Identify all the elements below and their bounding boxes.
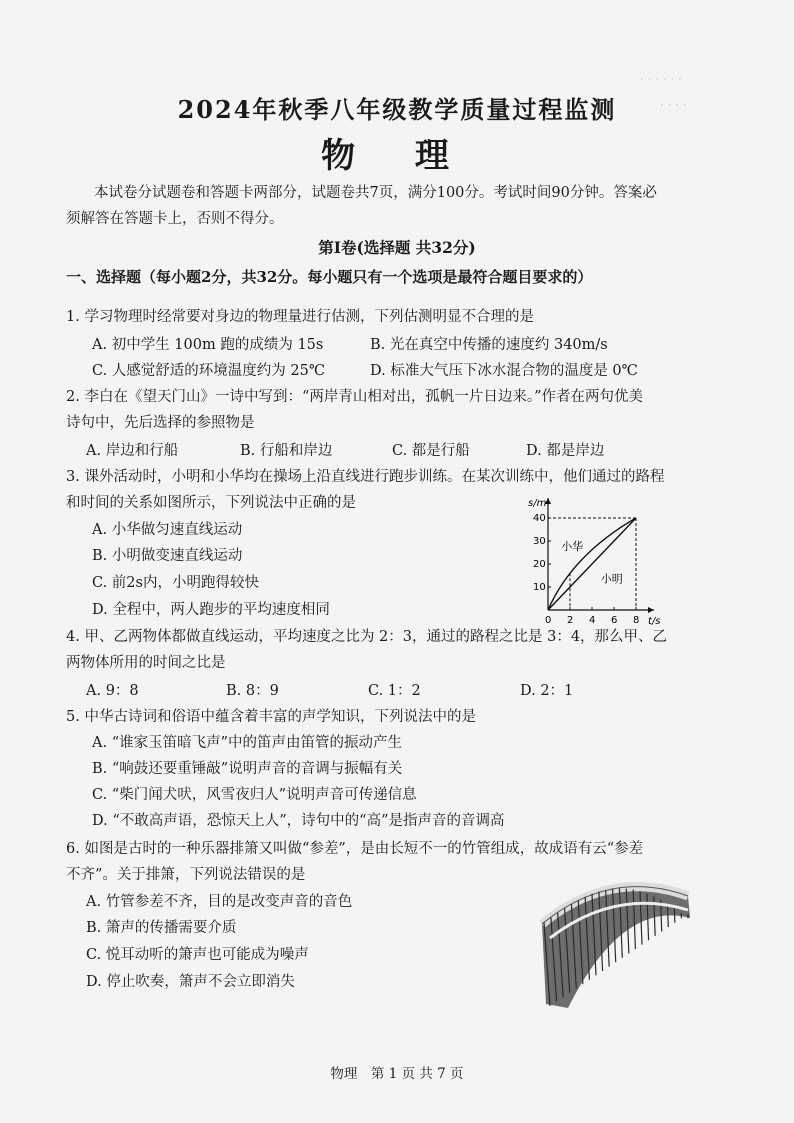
question-3-option-d: D. 全程中，两人跑步的平均速度相同 — [92, 602, 330, 618]
question-3-option-a: A. 小华做匀速直线运动 — [92, 522, 243, 538]
question-6-stem-line-1: 6. 如图是古时的一种乐器排箫又叫做“参差”，是由长短不一的竹管组成，故成语有云“参差 — [66, 841, 644, 857]
question-3-option-b: B. 小明做变速直线运动 — [92, 548, 243, 564]
part-heading: 一、选择题（每小题2分，共32分。每小题只有一个选项是最符合题目要求的） — [66, 268, 593, 286]
question-4-option-a: A. 9：8 — [86, 683, 139, 699]
question-1-option-c: C. 人感觉舒适的环境温度约为 25℃ — [92, 363, 326, 379]
y-axis-label: s/m — [528, 498, 547, 509]
question-1-option-b: B. 光在真空中传播的速度约 340m/s — [370, 337, 608, 353]
series-label-xiaoming: 小明 — [600, 572, 623, 586]
y-tick-label: 20 — [533, 559, 546, 570]
question-2-option-a: A. 岸边和行船 — [86, 443, 179, 459]
question-6-option-c: C. 悦耳动听的箫声也可能成为噪声 — [86, 947, 309, 963]
bleed-through-text: · · · · · · — [640, 72, 682, 86]
exam-title: 2024年秋季八年级教学质量过程监测 — [177, 95, 617, 124]
question-6-option-b: B. 箫声的传播需要介质 — [86, 920, 237, 936]
question-1-stem: 1. 学习物理时经常要对身边的物理量进行估测，下列估测明显不合理的是 — [66, 309, 534, 325]
question-6-option-a: A. 竹管参差不齐，目的是改变声音的音色 — [86, 894, 353, 910]
pan-flute-pipe — [674, 908, 675, 922]
question-3-stem-line-2: 和时间的关系如图所示，下列说法中正确的是 — [66, 495, 356, 511]
question-4-option-c: C. 1：2 — [368, 683, 421, 699]
question-1-option-a: A. 初中学生 100m 跑的成绩为 15s — [92, 337, 324, 353]
x-tick-label: 2 — [567, 615, 574, 626]
y-tick-label: 40 — [533, 513, 546, 524]
question-5-option-c: C. “柴门闻犬吠，风雪夜归人”说明声音可传递信息 — [92, 787, 417, 803]
y-tick-label: 30 — [533, 536, 546, 547]
question-4-stem-line-2: 两物体所用的时间之比是 — [66, 655, 226, 671]
question-3-st-chart — [514, 486, 674, 626]
question-3-option-c: C. 前2s内，小明跑得较快 — [92, 575, 259, 591]
instructions — [66, 180, 734, 232]
question-4-stem-line-1: 4. 甲、乙两物体都做直线运动，平均速度之比为 2：3，通过的路程之比是 3：4，那么甲、乙 — [66, 629, 668, 645]
x-tick-label: 4 — [589, 615, 596, 626]
question-4-option-d: D. 2：1 — [520, 683, 574, 699]
question-2-option-d: D. 都是岸边 — [526, 443, 605, 459]
instructions-line-1: 本试卷分试题卷和答题卡两部分，试题卷共7页，满分100分。考试时间90分钟。答案必 — [94, 185, 657, 201]
question-1-option-d: D. 标准大气压下冰水混合物的温度是 0℃ — [370, 363, 638, 379]
question-5-option-b: B. “响鼓还要重锤敲”说明声音的音调与振幅有关 — [92, 761, 403, 777]
subject-title: 物 理 — [321, 136, 473, 176]
question-5-stem: 5. 中华古诗词和俗语中蕴含着丰富的声学知识，下列说法中的是 — [66, 709, 476, 725]
question-5-option-a: A. “谁家玉笛暗飞声”中的笛声由笛管的振动产生 — [92, 735, 403, 751]
bleed-through-text: · · · · — [660, 98, 687, 112]
question-3-stem-line-1: 3. 课外活动时，小明和小华均在操场上沿直线进行跑步训练。在某次训练中，他们通过的路程 — [66, 469, 665, 485]
instructions-line-2: 须解答在答题卡上，否则不得分。 — [66, 211, 284, 227]
page-footer: 物理 第 1 页 共 7 页 — [330, 1066, 464, 1082]
y-tick-label: 10 — [533, 582, 546, 593]
question-2-option-b: B. 行船和岸边 — [240, 443, 333, 459]
pan-flute-pipe — [667, 904, 668, 927]
question-2-option-c: C. 都是行船 — [392, 443, 470, 459]
section-heading: 第Ⅰ卷(选择题 共32分) — [318, 238, 476, 257]
question-2-stem-line-2: 诗句中，先后选择的参照物是 — [66, 415, 255, 431]
x-tick-label: 8 — [633, 615, 640, 626]
x-axis-label: t/s — [648, 616, 661, 626]
question-6-option-d: D. 停止吹奏，箫声不会立即消失 — [86, 974, 295, 990]
x-tick-label: 6 — [611, 615, 618, 626]
pan-flute-illustration — [530, 866, 700, 1016]
x-axis-arrow — [648, 607, 654, 613]
question-4-option-b: B. 8：9 — [226, 683, 279, 699]
question-5-option-d: D. “不敢高声语，恐惊天上人”，诗句中的“高”是指声音的音调高 — [92, 813, 505, 829]
question-2-stem-line-1: 2. 李白在《望天门山》一诗中写到：“两岸青山相对出，孤帆一片日边来。”作者在两句优美 — [66, 389, 644, 405]
series-label-xiaohua: 小华 — [561, 540, 584, 554]
series-line-xiaoming — [548, 518, 636, 610]
question-6-stem-line-2: 不齐”。关于排箫，下列说法错误的是 — [66, 867, 306, 883]
x-tick-label: 0 — [545, 615, 552, 626]
